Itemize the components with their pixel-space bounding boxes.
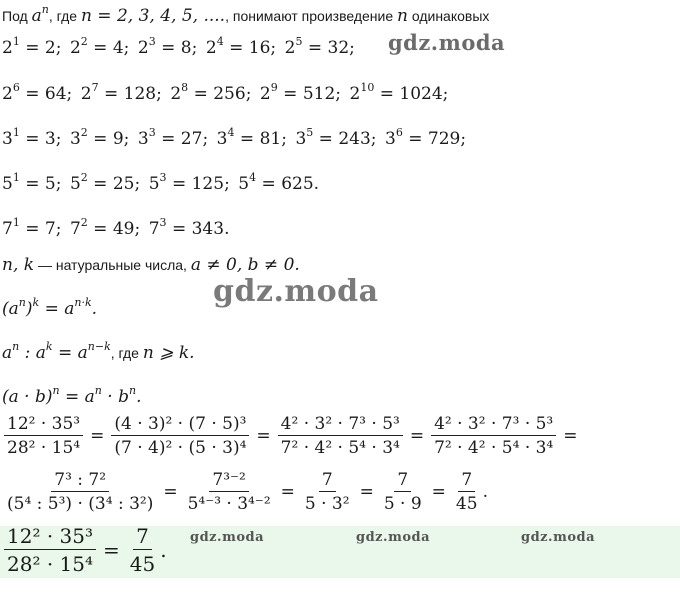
power-exp: 1 <box>12 171 20 184</box>
power-exp: 3 <box>148 35 156 48</box>
power-item: $2^2 = 4$; <box>69 35 138 58</box>
power-item: $3^3 = 27$; <box>137 126 217 149</box>
rule-power-of-power <box>2 296 98 319</box>
rule2-mid: : a <box>19 343 46 363</box>
power-base: 3 <box>216 129 228 149</box>
power-exp: 3 <box>159 171 167 184</box>
rule2-lhs: a <box>2 343 13 363</box>
power-item: $2^6 = 64$; <box>2 81 81 104</box>
power-result: 625 <box>281 174 314 194</box>
fraction-simplified-1: $\frac{7}{\text{5 · 3²}}$ <box>304 470 350 514</box>
fraction-expanded: $\frac{\text{4² · 3² · 7³ · 5³}}{\text{7² · 4² · 5⁴ · 3⁴}}$ <box>278 414 403 458</box>
power-item: $5^4 = 625$. <box>238 171 320 194</box>
rule1-rhs-exp: n·k <box>74 296 92 309</box>
answer-lhs-fraction: $\frac{\text{12² · 35³}}{\text{28² · 15⁴}}$ <box>4 524 96 576</box>
rule1-lhs-base: (a <box>2 299 19 319</box>
power-exp: 4 <box>249 171 257 184</box>
power-base: 2 <box>259 84 271 104</box>
power-result: 49 <box>112 219 135 239</box>
watermark-band-1: gdz.moda <box>190 530 265 545</box>
power-item: $3^5 = 243$; <box>295 126 386 149</box>
power-result: 4 <box>112 38 124 58</box>
power-result: 125 <box>191 174 225 194</box>
power-item: $2^8 = 256$; <box>170 81 260 104</box>
fraction-simplified-2: $\frac{7}{5 \cdot 9}$ <box>383 470 422 514</box>
fraction-quotients: $\frac{\text{7³ : 7²}}{\text{(5⁴ : 5³) · (3⁴ : 3²)}}$ <box>7 470 154 514</box>
power-base: 5 <box>69 174 81 194</box>
answer-end: . <box>160 538 167 562</box>
rule-division <box>2 340 195 363</box>
rule1-end: . <box>91 299 98 319</box>
power-exp: 1 <box>12 126 20 139</box>
power-exp: 3 <box>148 126 156 139</box>
power-item: $7^3 = 343$. <box>148 216 230 239</box>
power-result: 25 <box>112 174 135 194</box>
fraction-exponent-diff: $\frac{\text{7³⁻²}}{\text{5⁴⁻³ · 3⁴⁻²}}$ <box>187 470 271 514</box>
answer-line: $\frac{\text{12² · 35³}}{\text{28² · 15⁴}}$ = $\frac{7}{45}$ . <box>2 524 167 576</box>
power-exp: 1 <box>12 35 20 48</box>
rule2-where: , где <box>110 345 143 361</box>
watermark-middle: gdz.moda <box>213 274 379 309</box>
rule2-exp: n−k <box>87 340 111 353</box>
power-exp: 4 <box>216 35 224 48</box>
power-base: 3 <box>69 129 81 149</box>
power-item: $2^5 = 32$; <box>284 35 355 58</box>
power-base: 2 <box>170 84 182 104</box>
naturals-vars: n, k <box>2 255 35 275</box>
intro-text-end: одинаковых <box>407 8 490 24</box>
fraction-result: $\frac{7}{45}$ <box>455 470 478 514</box>
power-result: 256 <box>213 84 246 104</box>
power-result: 27 <box>180 129 203 149</box>
power-base: 7 <box>148 219 160 239</box>
rule2-rhs: = a <box>52 343 88 363</box>
power-base: 7 <box>69 219 81 239</box>
power-item: $2^4 = 16$; <box>205 35 285 58</box>
answer-rhs-fraction: $\frac{7}{45}$ <box>129 524 156 576</box>
rule-product <box>2 384 142 407</box>
power-base: 3 <box>137 129 149 149</box>
power-base: 3 <box>2 129 13 149</box>
powers-row-4 <box>2 171 320 194</box>
power-result: 243 <box>338 129 371 149</box>
power-exp: 6 <box>395 126 403 139</box>
rule3-n: n <box>52 384 60 397</box>
power-item: $5^2 = 25$; <box>69 171 149 194</box>
naturals-condition: a ≠ 0, b ≠ 0. <box>190 255 300 275</box>
power-result: 16 <box>248 38 271 58</box>
rule2-cond: n ⩾ k. <box>142 343 195 363</box>
power-result: 81 <box>259 129 282 149</box>
naturals-text: — натуральные числа, <box>34 257 191 273</box>
power-base: 2 <box>137 38 149 58</box>
power-exp: 10 <box>360 81 375 94</box>
fraction-factored: $\frac{\text{(4 · 3)² · (7 · 5)³}}{\text{(7 · 4)² · (5 · 3)⁴}}$ <box>111 414 249 458</box>
var-n: n <box>397 6 408 26</box>
power-base: 2 <box>349 84 361 104</box>
power-result: 3 <box>44 129 56 149</box>
rule3-rhs-a: = a <box>59 387 95 407</box>
power-exp: 2 <box>80 35 88 48</box>
rule1-lhs-close: ) <box>25 299 33 319</box>
power-result: 512 <box>302 84 336 104</box>
power-exp: 6 <box>12 81 20 94</box>
power-item: $2^7 = 128$; <box>80 81 171 104</box>
fraction-cancelled: $\frac{\text{4² · 3² · 7³ · 5³}}{\text{7² · 4² · 5⁴ · 3⁴}}$ <box>431 414 556 458</box>
power-base: 2 <box>2 84 13 104</box>
power-item: $3^2 = 9$; <box>69 126 138 149</box>
intro-text-post: , понимают произведение <box>225 8 398 24</box>
power-result: 729 <box>427 129 461 149</box>
power-result: 32 <box>327 38 350 58</box>
power-exp: 4 <box>227 126 235 139</box>
power-exp: 9 <box>270 81 278 94</box>
var-n-exp: n <box>41 3 49 16</box>
rule1-lhs-k: k <box>32 296 40 309</box>
rule1-rhs: = a <box>39 299 75 319</box>
power-result: 343 <box>191 219 225 239</box>
power-result: 1024 <box>399 84 443 104</box>
power-result: 5 <box>44 174 56 194</box>
intro-text-mid: , где <box>48 8 81 24</box>
solution-line-2: $\frac{\text{7³ : 7²}}{\text{(5⁴ : 5³) · (3⁴ : 3²)}}$ = $\frac{\text{7³⁻²}}{\text{5⁴⁻³ · 3⁴⁻²}}$ = $\frac{7}{\text{5 · 3²}}$ = $\frac{7}{5 \cdot 9}$ = $\frac{7}{45}$ . <box>2 470 488 514</box>
power-exp: 2 <box>80 171 88 184</box>
power-result: 2 <box>44 38 56 58</box>
rule1-lhs-n: n <box>18 296 26 309</box>
power-item: $7^2 = 49$; <box>69 216 149 239</box>
power-exp: 5 <box>306 126 314 139</box>
power-result: 8 <box>180 38 192 58</box>
power-item: $5^1 = 5$; <box>2 171 70 194</box>
power-base: 7 <box>2 219 13 239</box>
powers-row-5 <box>2 216 230 239</box>
power-exp: 2 <box>80 216 88 229</box>
power-base: 2 <box>80 84 92 104</box>
intro-condition: n = 2, 3, 4, 5, .... <box>80 6 226 26</box>
var-a: a <box>31 6 42 26</box>
power-item: $2^9 = 512$; <box>259 81 350 104</box>
power-result: 64 <box>44 84 67 104</box>
power-result: 128 <box>123 84 157 104</box>
watermark-band-2: gdz.moda <box>356 530 431 545</box>
power-item: $2^1 = 2$; <box>2 35 70 58</box>
rule3-lhs: (a · b) <box>2 387 53 407</box>
power-exp: 8 <box>181 81 189 94</box>
fraction-original: $\frac{\text{12² · 35³}}{\text{28² · 15⁴}}$ <box>4 414 83 458</box>
power-base: 5 <box>2 174 13 194</box>
intro-line <box>2 3 490 26</box>
watermark-band-3: gdz.moda <box>521 530 596 545</box>
power-exp: 1 <box>12 216 20 229</box>
solution-end: . <box>482 482 488 502</box>
power-item: $2^{10} = 1024$; <box>349 81 449 104</box>
power-base: 2 <box>69 38 81 58</box>
power-base: 2 <box>284 38 296 58</box>
power-item: $2^3 = 8$; <box>137 35 206 58</box>
solution-line-1: $\frac{\text{12² · 35³}}{\text{28² · 15⁴}}$ = $\frac{\text{(4 · 3)² · (7 · 5)³}}{\text{(7 · 4)² · (5 · 3)⁴}}$ = $\frac{\text{4² · 3² · 7³ · 5³}}{\text{7² · 4² · 5⁴ · 3⁴}}$ = $\frac{\text{4² · 3² · 7³ · 5³}}{\text{7² · 4² · 5⁴ · 3⁴}}$ = <box>2 414 583 458</box>
rule3-rhs-n1: n <box>94 384 102 397</box>
power-exp: 3 <box>159 216 167 229</box>
watermark-top: gdz.moda <box>388 30 506 55</box>
rule2-k: k <box>45 340 53 353</box>
power-item: $5^3 = 125$; <box>148 171 239 194</box>
power-base: 3 <box>295 129 307 149</box>
power-base: 2 <box>2 38 13 58</box>
power-item: $3^1 = 3$; <box>2 126 70 149</box>
intro-text: Под <box>2 8 32 24</box>
power-result: 7 <box>44 219 56 239</box>
power-base: 5 <box>148 174 160 194</box>
power-exp: 2 <box>80 126 88 139</box>
rule3-rhs-b: · b <box>101 387 129 407</box>
powers-row-1 <box>2 35 355 58</box>
naturals-line <box>2 255 300 275</box>
powers-row-2 <box>2 81 449 104</box>
rule3-end: . <box>136 387 142 407</box>
power-base: 5 <box>238 174 250 194</box>
power-exp: 5 <box>295 35 303 48</box>
power-item: $3^6 = 729$; <box>385 126 467 149</box>
powers-row-3 <box>2 126 467 149</box>
power-item: $3^4 = 81$; <box>216 126 296 149</box>
rule3-rhs-n2: n <box>128 384 137 397</box>
power-exp: 7 <box>91 81 99 94</box>
power-item: $7^1 = 7$; <box>2 216 70 239</box>
rule2-n: n <box>12 340 20 353</box>
power-base: 3 <box>385 129 396 149</box>
power-result: 9 <box>112 129 124 149</box>
power-base: 2 <box>205 38 217 58</box>
